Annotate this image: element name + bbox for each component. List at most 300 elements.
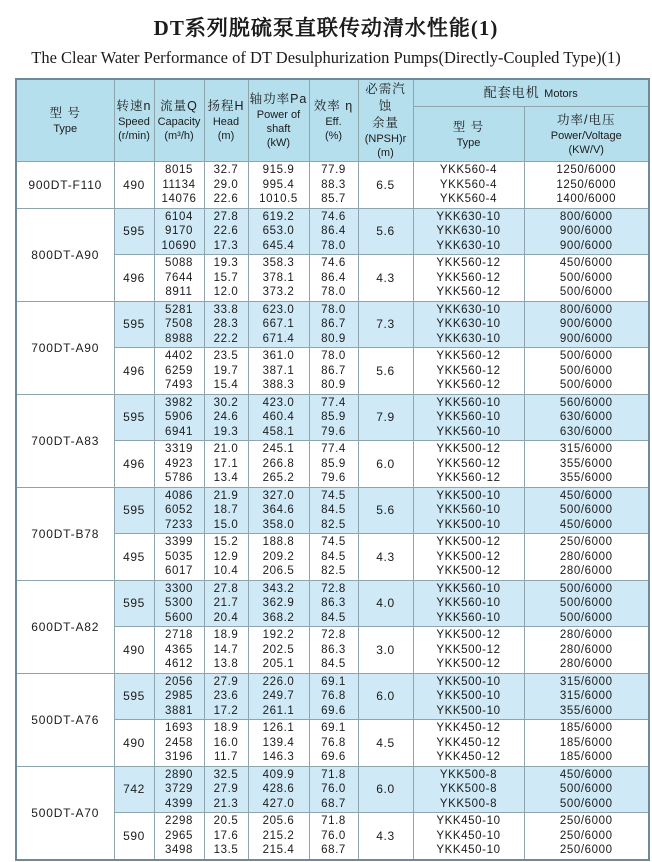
header-motor-type-zh: 型 号 bbox=[452, 119, 485, 134]
shaft-power-cell-line: 364.6 bbox=[262, 504, 295, 516]
header-npsh-en: (NPSH)r bbox=[364, 133, 407, 145]
shaft-power-cell-line: 995.4 bbox=[262, 178, 295, 191]
capacity-cell-line: 5088 bbox=[165, 257, 193, 269]
efficiency-cell-line: 78.0 bbox=[321, 350, 346, 362]
speed-cell: 490 bbox=[114, 627, 154, 674]
shaft-power-cell bbox=[248, 394, 309, 441]
pump-type-cell: 700DT-A90 bbox=[16, 301, 114, 394]
npsh-cell: 5.6 bbox=[358, 208, 413, 255]
shaft-power-cell-line: 226.0 bbox=[262, 675, 295, 688]
table-body bbox=[16, 162, 649, 860]
motor-type-cell-line: YKK560-10 bbox=[436, 582, 501, 595]
motor-type-cell bbox=[413, 534, 524, 581]
motor-power-voltage-cell-line: 250/6000 bbox=[559, 844, 613, 856]
capacity-cell-line: 10690 bbox=[161, 239, 197, 252]
speed-cell: 595 bbox=[114, 580, 154, 627]
capacity-cell bbox=[154, 534, 204, 581]
motor-power-voltage-cell bbox=[524, 255, 649, 302]
capacity-cell-line: 3498 bbox=[165, 844, 193, 856]
efficiency-cell-line: 76.8 bbox=[321, 736, 346, 749]
npsh-cell: 7.9 bbox=[358, 394, 413, 441]
capacity-cell-line: 4399 bbox=[165, 797, 193, 810]
capacity-cell-line: 4365 bbox=[165, 643, 193, 656]
capacity-cell bbox=[154, 813, 204, 860]
efficiency-cell-line: 86.4 bbox=[321, 225, 346, 237]
head-cell-line: 33.8 bbox=[213, 303, 239, 316]
col-header-motor-type bbox=[413, 107, 524, 162]
motor-type-cell bbox=[413, 720, 524, 767]
shaft-power-cell bbox=[248, 673, 309, 720]
speed-cell: 590 bbox=[114, 813, 154, 860]
table-header bbox=[16, 79, 649, 162]
capacity-cell-line: 5281 bbox=[165, 303, 193, 316]
npsh-cell: 4.3 bbox=[358, 534, 413, 581]
page-subtitle: The Clear Water Performance of DT Desulphurization Pumps(Directly-Coupled Type)(1) bbox=[31, 48, 621, 67]
pump-row bbox=[16, 394, 649, 441]
header-speed-en: Speed bbox=[118, 116, 150, 128]
header-capacity-unit: (m³/h) bbox=[164, 130, 194, 142]
efficiency-cell-line: 74.6 bbox=[321, 210, 346, 223]
shaft-power-cell-line: 423.0 bbox=[262, 396, 295, 409]
motor-type-cell-line: YKK500-12 bbox=[436, 536, 501, 548]
motor-type-cell-line: YKK500-12 bbox=[436, 658, 501, 670]
motor-power-voltage-cell-line: 1250/6000 bbox=[556, 164, 617, 176]
page-title: DT系列脱硫泵直联传动清水性能(1) bbox=[153, 16, 499, 40]
motor-type-cell-line: YKK500-12 bbox=[436, 565, 501, 577]
capacity-cell-line: 7493 bbox=[165, 379, 193, 391]
capacity-cell bbox=[154, 441, 204, 488]
efficiency-cell bbox=[309, 534, 358, 581]
capacity-cell-line: 7233 bbox=[165, 518, 193, 531]
shaft-power-cell-line: 378.1 bbox=[262, 271, 295, 284]
head-cell bbox=[204, 348, 248, 395]
efficiency-cell-line: 78.0 bbox=[321, 303, 346, 316]
speed-cell: 496 bbox=[114, 348, 154, 395]
efficiency-cell bbox=[309, 348, 358, 395]
motor-type-cell-line: YKK560-12 bbox=[436, 379, 501, 391]
pump-row bbox=[16, 301, 649, 348]
head-cell bbox=[204, 534, 248, 581]
header-eff-en: Eff. bbox=[325, 116, 342, 128]
header-type-zh: 型 号 bbox=[49, 106, 81, 120]
capacity-cell-line: 3300 bbox=[165, 582, 193, 595]
efficiency-cell-line: 78.0 bbox=[321, 286, 346, 298]
capacity-cell-line: 2965 bbox=[165, 829, 193, 842]
motor-power-voltage-cell-line: 560/6000 bbox=[559, 396, 613, 409]
col-header-eff bbox=[309, 79, 358, 162]
shaft-power-cell-line: 427.0 bbox=[262, 797, 295, 810]
head-cell-line: 32.7 bbox=[213, 164, 239, 176]
header-npsh-zh1: 必需汽蚀 bbox=[365, 82, 406, 113]
head-cell-line: 22.6 bbox=[213, 193, 239, 205]
head-cell bbox=[204, 673, 248, 720]
header-power-unit: (kW) bbox=[266, 137, 291, 149]
motor-power-voltage-cell-line: 500/6000 bbox=[559, 364, 613, 377]
motor-power-voltage-cell-line: 355/6000 bbox=[559, 472, 613, 484]
capacity-cell bbox=[154, 394, 204, 441]
motor-power-voltage-cell-line: 500/6000 bbox=[559, 350, 613, 362]
motor-type-cell bbox=[413, 255, 524, 302]
head-cell-line: 23.5 bbox=[213, 350, 239, 362]
shaft-power-cell-line: 358.3 bbox=[262, 257, 295, 269]
header-motor-pv-zh: 功率/电压 bbox=[557, 112, 616, 127]
motor-type-cell bbox=[413, 348, 524, 395]
head-cell-line: 22.2 bbox=[213, 332, 239, 345]
capacity-cell-line: 3982 bbox=[165, 396, 193, 409]
head-cell-line: 17.6 bbox=[213, 829, 239, 842]
col-header-power bbox=[248, 79, 309, 162]
motor-power-voltage-cell-line: 280/6000 bbox=[559, 565, 613, 577]
shaft-power-cell-line: 126.1 bbox=[262, 722, 295, 734]
header-eff-zh: 效率 η bbox=[313, 99, 354, 113]
motor-power-voltage-cell bbox=[524, 487, 649, 534]
shaft-power-cell-line: 215.4 bbox=[262, 844, 295, 856]
motor-type-cell bbox=[413, 627, 524, 674]
motor-power-voltage-cell-line: 800/6000 bbox=[559, 210, 613, 223]
head-cell-line: 13.5 bbox=[213, 844, 239, 856]
efficiency-cell bbox=[309, 627, 358, 674]
motor-type-cell-line: YKK560-10 bbox=[436, 411, 501, 423]
motor-type-cell-line: YKK560-10 bbox=[436, 611, 501, 624]
shaft-power-cell bbox=[248, 487, 309, 534]
pump-row bbox=[16, 673, 649, 720]
capacity-cell-line: 2985 bbox=[165, 690, 193, 702]
capacity-cell-line: 5786 bbox=[165, 472, 193, 484]
header-speed-unit: (r/min) bbox=[118, 130, 150, 142]
motor-power-voltage-cell-line: 450/6000 bbox=[559, 489, 613, 502]
shaft-power-cell-line: 1010.5 bbox=[259, 193, 298, 205]
motor-power-voltage-cell-line: 1400/6000 bbox=[556, 193, 617, 205]
efficiency-cell-line: 72.8 bbox=[321, 582, 346, 595]
head-cell-line: 12.9 bbox=[213, 550, 239, 563]
capacity-cell bbox=[154, 580, 204, 627]
capacity-cell-line: 7508 bbox=[165, 318, 193, 330]
shaft-power-cell bbox=[248, 162, 309, 209]
capacity-cell-line: 3729 bbox=[165, 783, 193, 795]
npsh-cell: 3.0 bbox=[358, 627, 413, 674]
pump-type-cell: 900DT-F110 bbox=[16, 162, 114, 209]
motor-type-cell-line: YKK560-12 bbox=[436, 350, 501, 362]
header-motors-zh: 配套电机 bbox=[483, 85, 540, 100]
motor-power-voltage-cell-line: 450/6000 bbox=[559, 768, 613, 781]
capacity-cell-line: 4923 bbox=[165, 457, 193, 470]
head-cell-line: 20.4 bbox=[213, 611, 239, 624]
capacity-cell-line: 2056 bbox=[165, 675, 193, 688]
capacity-cell bbox=[154, 348, 204, 395]
motor-power-voltage-cell-line: 355/6000 bbox=[559, 457, 613, 470]
shaft-power-cell-line: 261.1 bbox=[262, 704, 295, 717]
head-cell-line: 15.0 bbox=[213, 518, 239, 531]
capacity-cell bbox=[154, 673, 204, 720]
shaft-power-cell bbox=[248, 301, 309, 348]
motor-type-cell-line: YKK560-12 bbox=[436, 257, 501, 269]
motor-power-voltage-cell-line: 900/6000 bbox=[559, 225, 613, 237]
capacity-cell-line: 5600 bbox=[165, 611, 193, 624]
motor-power-voltage-cell-line: 250/6000 bbox=[559, 815, 613, 827]
shaft-power-cell-line: 327.0 bbox=[262, 489, 295, 502]
header-capacity-en: Capacity bbox=[157, 116, 201, 128]
head-cell-line: 16.0 bbox=[213, 736, 239, 749]
head-cell-line: 19.7 bbox=[213, 364, 239, 377]
motor-type-cell bbox=[413, 394, 524, 441]
capacity-cell-line: 4612 bbox=[165, 658, 193, 670]
shaft-power-cell-line: 146.3 bbox=[262, 751, 295, 763]
motor-power-voltage-cell bbox=[524, 813, 649, 860]
motor-power-voltage-cell bbox=[524, 534, 649, 581]
head-cell-line: 13.8 bbox=[213, 658, 239, 670]
motor-power-voltage-cell bbox=[524, 441, 649, 488]
capacity-cell-line: 6017 bbox=[165, 565, 193, 577]
capacity-cell-line: 8015 bbox=[165, 164, 193, 176]
shaft-power-cell-line: 205.1 bbox=[262, 658, 295, 670]
efficiency-cell-line: 77.4 bbox=[321, 396, 346, 409]
capacity-cell-line: 6259 bbox=[165, 364, 193, 377]
pump-performance-table bbox=[15, 78, 650, 861]
npsh-cell: 7.3 bbox=[358, 301, 413, 348]
shaft-power-cell-line: 671.4 bbox=[262, 332, 295, 345]
pump-type-cell: 500DT-A76 bbox=[16, 673, 114, 766]
efficiency-cell bbox=[309, 720, 358, 767]
col-header-head bbox=[204, 79, 248, 162]
motor-type-cell-line: YKK630-10 bbox=[436, 303, 501, 316]
shaft-power-cell-line: 192.2 bbox=[262, 629, 295, 641]
motor-type-cell bbox=[413, 162, 524, 209]
shaft-power-cell bbox=[248, 208, 309, 255]
header-motors-en: Motors bbox=[544, 88, 578, 100]
header-head-zh: 扬程H bbox=[207, 99, 245, 113]
capacity-cell-line: 8988 bbox=[165, 332, 193, 345]
head-cell-line: 17.1 bbox=[213, 457, 239, 470]
capacity-cell-line: 11134 bbox=[162, 178, 196, 191]
motor-power-voltage-cell-line: 800/6000 bbox=[559, 303, 613, 316]
efficiency-cell-line: 80.9 bbox=[321, 379, 346, 391]
motor-type-cell bbox=[413, 766, 524, 813]
motor-type-cell bbox=[413, 441, 524, 488]
shaft-power-cell-line: 645.4 bbox=[262, 239, 295, 252]
header-capacity-zh: 流量Q bbox=[160, 99, 198, 113]
pump-type-cell: 500DT-A70 bbox=[16, 766, 114, 860]
shaft-power-cell-line: 266.8 bbox=[262, 457, 295, 470]
efficiency-cell bbox=[309, 673, 358, 720]
header-head-unit: (m) bbox=[217, 130, 235, 142]
speed-cell: 490 bbox=[114, 162, 154, 209]
capacity-cell-line: 3399 bbox=[165, 536, 193, 548]
head-cell bbox=[204, 813, 248, 860]
efficiency-cell bbox=[309, 162, 358, 209]
pump-row bbox=[16, 766, 649, 813]
motor-type-cell-line: YKK500-12 bbox=[436, 550, 501, 563]
npsh-cell: 6.0 bbox=[358, 673, 413, 720]
capacity-cell-line: 8911 bbox=[165, 286, 193, 298]
efficiency-cell-line: 86.3 bbox=[321, 597, 346, 609]
motor-power-voltage-cell-line: 280/6000 bbox=[559, 550, 613, 563]
motor-power-voltage-cell-line: 450/6000 bbox=[559, 518, 613, 531]
efficiency-cell-line: 74.5 bbox=[321, 489, 346, 502]
pump-row bbox=[16, 487, 649, 534]
efficiency-cell bbox=[309, 394, 358, 441]
motor-type-cell bbox=[413, 301, 524, 348]
shaft-power-cell-line: 623.0 bbox=[262, 303, 295, 316]
header-eff-unit: (%) bbox=[324, 130, 343, 142]
efficiency-cell-line: 74.5 bbox=[321, 536, 346, 548]
head-cell-line: 11.7 bbox=[214, 751, 238, 763]
head-cell-line: 22.6 bbox=[213, 225, 239, 237]
motor-type-cell-line: YKK560-10 bbox=[436, 504, 501, 516]
efficiency-cell-line: 68.7 bbox=[321, 797, 346, 810]
motor-power-voltage-cell-line: 630/6000 bbox=[559, 411, 613, 423]
efficiency-cell-line: 84.5 bbox=[321, 611, 346, 624]
motor-power-voltage-cell-line: 250/6000 bbox=[559, 536, 613, 548]
motor-type-cell-line: YKK450-10 bbox=[436, 815, 501, 827]
shaft-power-cell bbox=[248, 348, 309, 395]
col-header-capacity bbox=[154, 79, 204, 162]
shaft-power-cell-line: 202.5 bbox=[262, 643, 295, 656]
motor-power-voltage-cell-line: 315/6000 bbox=[559, 675, 613, 688]
capacity-cell-line: 3881 bbox=[165, 704, 193, 717]
efficiency-cell-line: 86.3 bbox=[321, 643, 346, 656]
motor-type-cell-line: YKK500-12 bbox=[436, 629, 501, 641]
shaft-power-cell-line: 373.2 bbox=[262, 286, 295, 298]
efficiency-cell-line: 79.6 bbox=[321, 472, 346, 484]
npsh-cell: 6.5 bbox=[358, 162, 413, 209]
motor-power-voltage-cell-line: 280/6000 bbox=[559, 629, 613, 641]
header-type-en: Type bbox=[53, 123, 78, 135]
head-cell bbox=[204, 301, 248, 348]
motor-type-cell bbox=[413, 580, 524, 627]
motor-type-cell-line: YKK450-12 bbox=[436, 736, 501, 749]
capacity-cell-line: 2718 bbox=[165, 629, 193, 641]
head-cell-line: 13.4 bbox=[213, 472, 239, 484]
motor-power-voltage-cell-line: 185/6000 bbox=[559, 722, 613, 734]
efficiency-cell-line: 69.1 bbox=[321, 675, 346, 688]
shaft-power-cell bbox=[248, 534, 309, 581]
shaft-power-cell-line: 188.8 bbox=[262, 536, 295, 548]
head-cell bbox=[204, 394, 248, 441]
shaft-power-cell-line: 619.2 bbox=[262, 210, 295, 223]
motor-power-voltage-cell-line: 315/6000 bbox=[559, 443, 613, 455]
capacity-cell-line: 7644 bbox=[165, 271, 193, 284]
head-cell-line: 27.9 bbox=[213, 675, 239, 688]
speed-cell: 742 bbox=[114, 766, 154, 813]
motor-power-voltage-cell bbox=[524, 162, 649, 209]
head-cell bbox=[204, 441, 248, 488]
motor-type-cell bbox=[413, 813, 524, 860]
motor-power-voltage-cell-line: 500/6000 bbox=[559, 783, 613, 795]
efficiency-cell-line: 72.8 bbox=[321, 629, 346, 641]
capacity-cell-line: 2458 bbox=[165, 736, 193, 749]
efficiency-cell-line: 68.7 bbox=[321, 844, 346, 856]
col-header-motors bbox=[413, 79, 649, 107]
efficiency-cell-line: 76.0 bbox=[321, 829, 346, 842]
shaft-power-cell-line: 460.4 bbox=[262, 411, 295, 423]
shaft-power-cell-line: 245.1 bbox=[262, 443, 295, 455]
col-header-speed bbox=[114, 79, 154, 162]
motor-power-voltage-cell-line: 900/6000 bbox=[559, 318, 613, 330]
head-cell-line: 19.3 bbox=[213, 425, 239, 438]
pump-row bbox=[16, 162, 649, 209]
motor-power-voltage-cell bbox=[524, 673, 649, 720]
capacity-cell-line: 6052 bbox=[165, 504, 193, 516]
header-npsh-unit: (m) bbox=[377, 147, 394, 159]
efficiency-cell-line: 86.7 bbox=[321, 364, 346, 377]
motor-type-cell-line: YKK560-10 bbox=[436, 597, 501, 609]
pump-type-cell: 600DT-A82 bbox=[16, 580, 114, 673]
motor-power-voltage-cell bbox=[524, 348, 649, 395]
efficiency-cell-line: 76.0 bbox=[321, 783, 346, 795]
motor-type-cell-line: YKK560-4 bbox=[439, 193, 498, 205]
efficiency-cell-line: 79.6 bbox=[321, 425, 346, 438]
shaft-power-cell bbox=[248, 766, 309, 813]
motor-type-cell-line: YKK560-12 bbox=[436, 472, 501, 484]
shaft-power-cell bbox=[248, 441, 309, 488]
capacity-cell-line: 3319 bbox=[165, 443, 193, 455]
header-power-en1: Power of bbox=[256, 109, 301, 121]
head-cell-line: 32.5 bbox=[213, 768, 239, 781]
head-cell-line: 14.7 bbox=[213, 643, 239, 656]
efficiency-cell-line: 77.4 bbox=[321, 443, 346, 455]
motor-type-cell-line: YKK560-12 bbox=[436, 364, 501, 377]
shaft-power-cell-line: 206.5 bbox=[262, 565, 295, 577]
header-head-en: Head bbox=[212, 116, 240, 128]
motor-power-voltage-cell bbox=[524, 580, 649, 627]
npsh-cell: 4.3 bbox=[358, 813, 413, 860]
motor-type-cell-line: YKK500-10 bbox=[436, 690, 501, 702]
motor-power-voltage-cell-line: 500/6000 bbox=[559, 504, 613, 516]
capacity-cell bbox=[154, 487, 204, 534]
npsh-cell: 4.3 bbox=[358, 255, 413, 302]
speed-cell: 495 bbox=[114, 534, 154, 581]
efficiency-cell bbox=[309, 301, 358, 348]
capacity-cell-line: 5300 bbox=[165, 597, 193, 609]
head-cell-line: 30.2 bbox=[213, 396, 239, 409]
npsh-cell: 5.6 bbox=[358, 487, 413, 534]
motor-type-cell-line: YKK630-10 bbox=[436, 210, 501, 223]
shaft-power-cell-line: 915.9 bbox=[262, 164, 295, 176]
efficiency-cell bbox=[309, 441, 358, 488]
npsh-cell: 4.5 bbox=[358, 720, 413, 767]
capacity-cell bbox=[154, 720, 204, 767]
col-header-type bbox=[16, 79, 114, 162]
head-cell bbox=[204, 766, 248, 813]
speed-cell: 490 bbox=[114, 720, 154, 767]
head-cell bbox=[204, 580, 248, 627]
head-cell-line: 21.3 bbox=[213, 797, 239, 810]
motor-power-voltage-cell bbox=[524, 301, 649, 348]
shaft-power-cell-line: 362.9 bbox=[262, 597, 295, 609]
head-cell bbox=[204, 162, 248, 209]
shaft-power-cell-line: 409.9 bbox=[262, 768, 295, 781]
capacity-cell bbox=[154, 627, 204, 674]
motor-power-voltage-cell-line: 500/6000 bbox=[559, 271, 613, 284]
efficiency-cell bbox=[309, 255, 358, 302]
shaft-power-cell-line: 387.1 bbox=[262, 364, 295, 377]
efficiency-cell-line: 86.7 bbox=[321, 318, 346, 330]
efficiency-cell-line: 80.9 bbox=[321, 332, 346, 345]
head-cell-line: 15.4 bbox=[213, 379, 239, 391]
header-power-zh: 轴功率Pa bbox=[249, 92, 308, 106]
motor-power-voltage-cell bbox=[524, 208, 649, 255]
efficiency-cell-line: 84.5 bbox=[321, 504, 346, 516]
pump-type-cell: 800DT-A90 bbox=[16, 208, 114, 301]
motor-type-cell-line: YKK450-10 bbox=[436, 844, 501, 856]
motor-type-cell-line: YKK560-10 bbox=[436, 425, 501, 438]
motor-type-cell-line: YKK630-10 bbox=[436, 225, 501, 237]
efficiency-cell-line: 82.5 bbox=[321, 565, 346, 577]
motor-type-cell-line: YKK450-12 bbox=[436, 751, 501, 763]
capacity-cell bbox=[154, 162, 204, 209]
head-cell-line: 27.8 bbox=[213, 210, 239, 223]
efficiency-cell-line: 76.8 bbox=[321, 690, 346, 702]
